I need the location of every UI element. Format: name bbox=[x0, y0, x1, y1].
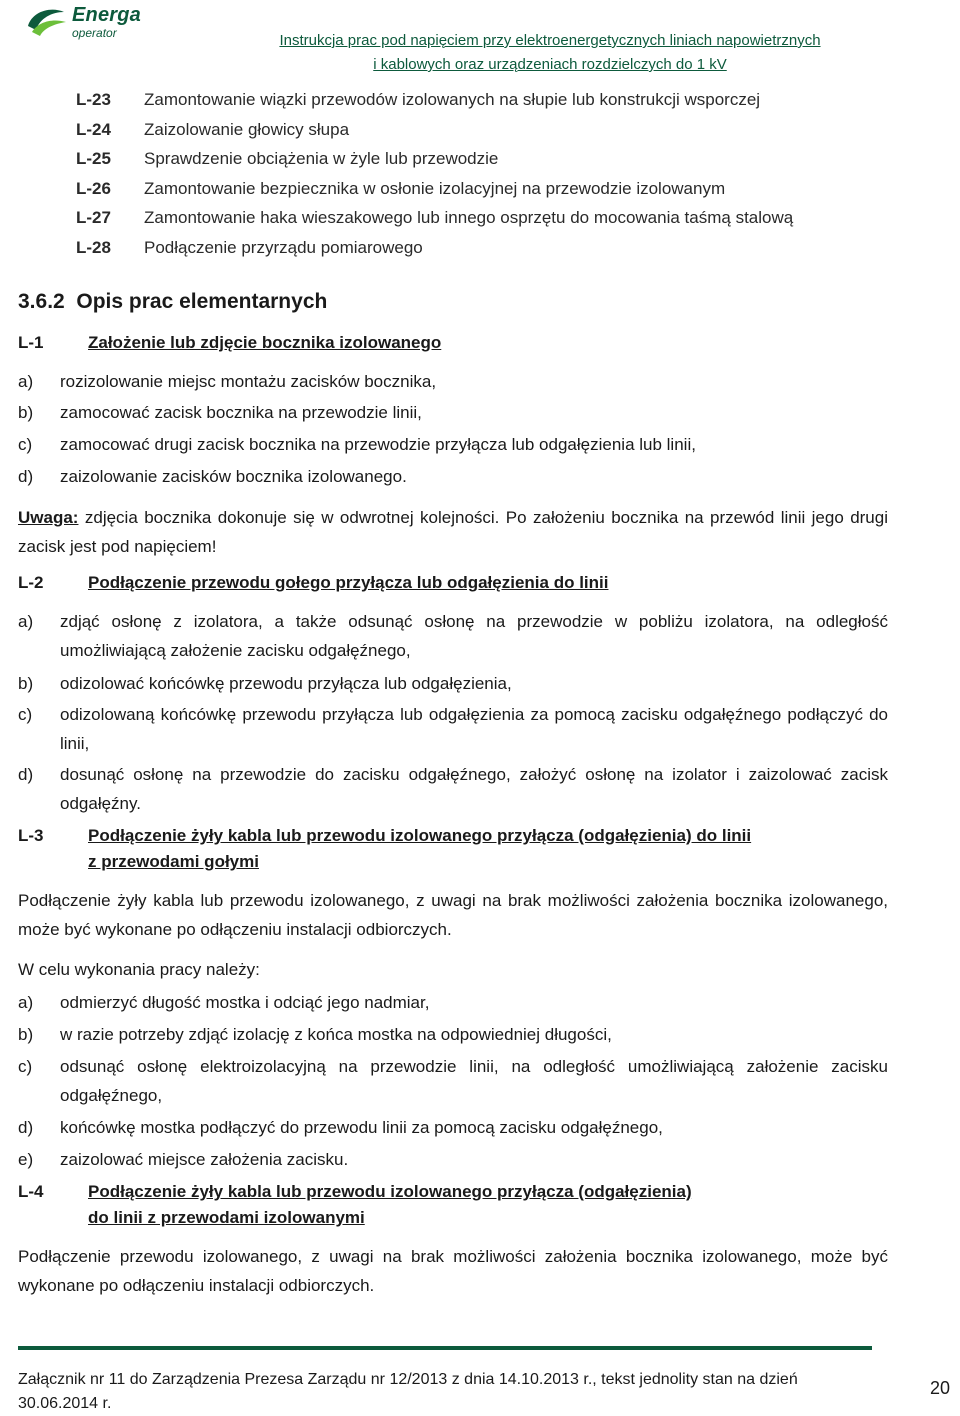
section-title bbox=[18, 290, 327, 314]
list-item: L-27 Zamontowanie haka wieszakowego lub innego osprzętu do mocowania taśmą stalową bbox=[76, 208, 794, 227]
item-heading-l1: L-1 Założenie lub zdjęcie bocznika izolowanego bbox=[18, 333, 442, 352]
step-item: c) odsunąć osłonę elektroizolacyjną na przewodzie linii, na odległość umożliwiającą założenie zacisku odgałęźnego, bbox=[18, 1057, 888, 1105]
section-heading: Opis prac elementarnych bbox=[76, 290, 328, 313]
paragraph: Podłączenie żyły kabla lub przewodu izolowanego, z uwagi na brak możliwości założenia bocznika izolowanego, może być wykonane po odłączeniu instalacji odbiorczych. bbox=[18, 891, 888, 939]
page-number: 20 bbox=[930, 1378, 951, 1398]
footer-divider bbox=[18, 1346, 872, 1350]
step-item: c) odizolowaną końcówkę przewodu przyłącza lub odgałęzienia za pomocą zacisku odgałęźnego podłączyć do linii, bbox=[18, 705, 888, 753]
footer-text: Załącznik nr 11 do Zarządzenia Prezesa Zarządu nr 12/2013 z dnia 14.10.2013 r., tekst jednolity stan na dzień 30.06.2014 r. bbox=[18, 1371, 798, 1412]
header-title-line1: Instrukcja prac pod napięciem przy elektroenergetycznych liniach napowietrznych bbox=[279, 32, 821, 49]
note-text: zdjęcia bocznika dokonuje się w odwrotnej kolejności. Po założeniu bocznika na przewód linii jego drugi zacisk jest pod napięciem! bbox=[18, 508, 888, 556]
list-item: L-23 Zamontowanie wiązki przewodów izolowanych na słupie lub konstrukcji wsporczej bbox=[76, 90, 761, 109]
brand-sub: operator bbox=[72, 26, 117, 40]
step-item: d) dosunąć osłonę na przewodzie do zacisku odgałęźnego, założyć osłonę na izolator i zaizolować zacisk odgałęźny. bbox=[18, 765, 888, 813]
item-heading-l3: L-3 Podłączenie żyły kabla lub przewodu izolowanego przyłącza (odgałęzienia) do linii z przewodami gołymi bbox=[18, 826, 752, 871]
note-label: Uwaga: bbox=[18, 508, 79, 527]
section-number: 3.6.2 bbox=[18, 290, 65, 313]
step-item: a) zdjąć osłonę z izolatora, a także odsunąć osłonę na przewodzie w pobliżu izolatora, na odległość umożliwiającą założenie zacisku odgałęźnego, bbox=[18, 612, 888, 660]
paragraph: Podłączenie przewodu izolowanego, z uwagi na brak możliwości założenia bocznika izolowanego, może być wykonane po odłączeniu instalacji odbiorczych. bbox=[18, 1247, 888, 1295]
energa-swoosh-icon bbox=[24, 4, 70, 40]
brand-name: Energa bbox=[72, 4, 142, 26]
item-heading-l4: L-4 Podłączenie żyły kabla lub przewodu izolowanego przyłącza (odgałęzienia) do linii z przewodami izolowanymi bbox=[18, 1182, 692, 1227]
list-item: L-26 Zamontowanie bezpiecznika w osłonie izolacyjnej na przewodzie izolowanym bbox=[76, 179, 726, 198]
list-item: L-28 Podłączenie przyrządu pomiarowego bbox=[76, 238, 423, 257]
paragraph: W celu wykonania pracy należy: bbox=[18, 960, 260, 979]
item-heading-l2: L-2 Podłączenie przewodu gołego przyłącza lub odgałęzienia do linii bbox=[18, 573, 609, 592]
list-item: L-24 Zaizolowanie głowicy słupa bbox=[76, 120, 350, 139]
header-title-line2: i kablowych oraz urządzeniach rozdzielczych do 1 kV bbox=[373, 56, 727, 73]
note-paragraph bbox=[18, 503, 888, 561]
list-item: L-25 Sprawdzenie obciążenia w żyle lub przewodzie bbox=[76, 149, 499, 168]
